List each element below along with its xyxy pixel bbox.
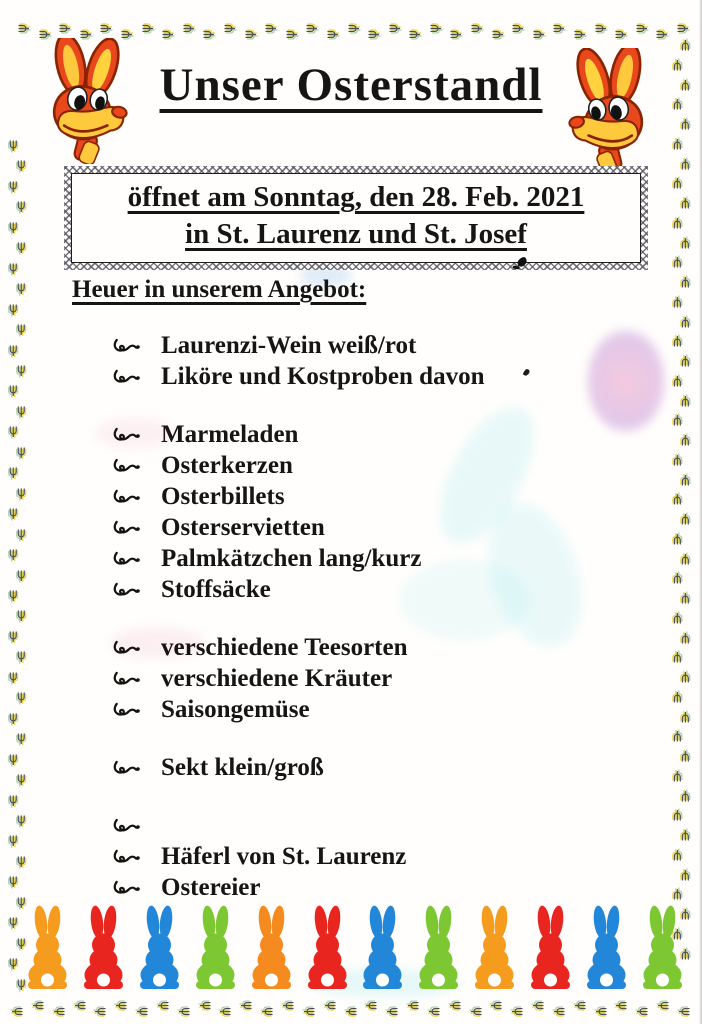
footprint-icon: ψ [673,572,682,588]
footprint-icon: ψ [591,24,607,33]
footprint-icon: ψ [17,198,26,214]
footprint-icon: ψ [552,1007,568,1016]
footprint-icon: ψ [9,259,18,275]
offer-item [112,752,485,783]
bunny-silhouette-icon [24,905,71,991]
footprint-icon: ψ [9,955,18,971]
footprint-icon: ψ [323,1001,339,1010]
footprint-icon: ψ [303,24,319,33]
curl-ornament-bullet-icon [112,849,140,864]
footprint-icon: ψ [240,1001,256,1010]
footprint-icon: ψ [220,24,236,33]
footprint-icon: ψ [385,24,401,33]
offer-item [112,419,485,450]
footprint-icon: ψ [138,24,154,33]
footprint-icon: ψ [653,30,669,39]
footprint-icon: ψ [488,30,504,39]
curl-ornament-bullet-icon [112,338,140,353]
bunny-silhouette-icon [639,905,686,991]
footprint-icon: ψ [385,1007,401,1016]
bunny-silhouette-icon [359,905,406,991]
footprint-border-bottom [10,1001,693,1018]
footprint-border-right [673,39,690,963]
footprint-icon: ψ [31,1001,47,1010]
footprint-icon: ψ [261,24,277,33]
footprint-icon: ψ [673,295,682,311]
curl-ornament-bullet-icon [112,551,140,566]
offer-item-label: Osterkerzen [161,451,293,479]
footprint-icon: ψ [681,394,690,410]
footprint-icon: ψ [673,98,682,114]
footprint-icon: ψ [673,651,682,667]
footprint-icon: ψ [323,30,339,39]
footprint-icon: ψ [673,216,682,232]
bunny-silhouette-icon [192,905,239,991]
curl-ornament-bullet-icon [112,458,140,473]
footprint-icon: ψ [529,30,545,39]
footprint-icon: ψ [17,402,26,418]
curl-ornament-bullet-icon [112,520,140,535]
footprint-icon: ψ [35,30,51,39]
bunny-silhouette-icon [415,905,462,991]
footprint-icon: ψ [97,24,113,33]
offer-item-label: Palmkätzchen lang/kurz [161,544,422,572]
footprint-icon: ψ [406,30,422,39]
offer-group [112,810,485,903]
offer-item [112,481,485,512]
footprint-icon: ψ [17,361,26,377]
footprint-icon: ψ [9,341,18,357]
ink-speck [523,368,531,377]
footprint-icon: ψ [9,709,18,725]
curl-ornament-bullet-icon [112,369,140,384]
footprint-icon: ψ [681,789,690,805]
offer-group [112,632,485,725]
offer-item-label: Häferl von St. Laurenz [161,842,407,870]
footprint-icon: ψ [17,525,26,541]
footprint-icon: ψ [673,532,682,548]
footprint-icon: ψ [9,546,18,562]
footprint-icon: ψ [117,30,133,39]
footprint-icon: ψ [673,848,682,864]
curl-ornament-bullet-icon [112,427,140,442]
footprint-icon: ψ [17,321,26,337]
offer-item-label: Ostereier [161,873,261,901]
footprint-icon: ψ [467,24,483,33]
footprint-icon: ψ [9,423,18,439]
offer-item-label: Laurenzi-Wein weiß/rot [161,331,417,359]
footprint-icon: ψ [681,236,690,252]
footprint-icon: ψ [241,30,257,39]
offer-item-label: verschiedene Kräuter [161,664,393,692]
offer-item-label: Liköre und Kostproben davon [161,362,485,390]
footprint-icon: ψ [681,513,690,528]
offer-item-label: Stoffsäcke [161,575,271,603]
offer-item [112,632,485,663]
footprint-icon: ψ [17,607,26,623]
curl-ornament-bullet-icon [112,489,140,504]
footprint-icon: ψ [302,1007,318,1016]
footprint-icon: ψ [17,157,26,173]
offer-item [112,872,485,903]
footprint-icon: ψ [673,453,682,469]
footprint-icon: ψ [673,769,682,785]
footprint-icon: ψ [17,771,26,787]
curl-ornament-bullet-icon [112,818,140,833]
footprint-icon: ψ [52,1007,68,1016]
footprint-icon: ψ [612,30,628,39]
banner-inner [71,173,641,263]
footprint-icon: ψ [681,908,690,923]
footprint-icon: ψ [9,873,18,889]
footprint-icon: ψ [594,1007,610,1016]
offer-group [112,419,485,605]
footprint-icon: ψ [673,690,682,706]
footprint-icon: ψ [673,730,682,746]
footprint-icon: ψ [9,914,18,930]
offer-item [112,330,485,361]
offer-item [112,810,485,841]
footprint-icon: ψ [17,893,26,909]
footprint-icon: ψ [17,811,26,827]
footprint-icon: ψ [448,1001,464,1010]
footprint-icon: ψ [17,934,26,950]
footprint-icon: ψ [94,1007,110,1016]
offer-item [112,512,485,543]
footprint-icon: ψ [344,24,360,33]
footprint-icon: ψ [200,30,216,39]
footprint-icon: ψ [681,197,690,212]
footprint-icon: ψ [673,927,682,943]
footprint-icon: ψ [76,30,92,39]
curl-ornament-bullet-icon [112,702,140,717]
footprint-icon: ψ [17,239,26,255]
footprint-icon: ψ [681,671,690,686]
footprint-icon: ψ [447,30,463,39]
footprint-icon: ψ [681,78,690,94]
footprint-icon: ψ [681,631,690,647]
footprint-icon: ψ [9,218,18,234]
footprint-icon: ψ [677,1007,693,1016]
footprint-icon: ψ [681,750,690,765]
banner-box [64,166,648,270]
footprint-icon: ψ [156,1001,172,1010]
footprint-icon: ψ [17,689,26,705]
footprint-icon: ψ [681,39,690,54]
footprint-icon: ψ [681,552,690,568]
bunny-silhouette-icon [583,905,630,991]
bleed-through-pink-blob [588,330,664,432]
footprint-icon: ψ [10,1007,26,1016]
offer-item [112,543,485,574]
curl-ornament-bullet-icon [112,760,140,775]
footprint-icon: ψ [673,137,682,153]
footprint-icon: ψ [364,30,380,39]
footprint-icon: ψ [9,177,18,193]
footprint-icon: ψ [198,1001,214,1010]
footprint-icon: ψ [681,355,690,370]
footprint-icon: ψ [490,1001,506,1010]
footprint-icon: ψ [9,137,18,152]
footprint-icon: ψ [344,1007,360,1016]
footprint-icon: ψ [9,586,18,602]
footprint-icon: ψ [115,1001,131,1010]
offer-group [112,752,485,783]
footprint-icon: ψ [681,157,690,173]
footprint-icon: ψ [9,382,18,398]
footprint-icon: ψ [17,648,26,664]
offer-item [112,450,485,481]
bunny-silhouette-icon [136,905,183,991]
footprint-icon: ψ [673,58,682,74]
curl-ornament-bullet-icon [112,640,140,655]
footprint-icon: ψ [9,791,18,807]
bunny-silhouette-icon [527,905,574,991]
footprint-icon: ψ [9,627,18,643]
offer-item-label: Osterservietten [161,513,325,541]
section-heading: Heuer in unserem Angebot: [72,276,367,303]
footprint-icon: ψ [73,1001,89,1010]
footprint-icon: ψ [673,414,682,430]
footprint-icon: ψ [681,315,690,331]
bunny-silhouette-icon [471,905,518,991]
footprint-icon: ψ [9,505,18,521]
bunny-silhouette-icon [248,905,295,991]
footprint-icon: ψ [17,566,26,582]
footprint-icon: ψ [681,276,690,291]
footprint-icon: ψ [9,300,18,316]
footprint-icon: ψ [281,1001,297,1010]
curl-ornament-bullet-icon [112,880,140,895]
footprint-icon: ψ [135,1007,151,1016]
footprint-icon: ψ [673,256,682,272]
footprint-icon: ψ [615,1001,631,1010]
footprint-icon: ψ [550,24,566,33]
footprint-icon: ψ [55,24,71,33]
footprint-icon: ψ [427,1007,443,1016]
offer-item [112,361,485,392]
footprint-icon: ψ [14,24,30,33]
footprint-icon: ψ [219,1007,235,1016]
footprint-icon: ψ [17,443,26,459]
offer-item-label: verschiedene Teesorten [161,633,408,661]
footprint-icon: ψ [406,1001,422,1010]
footprint-icon: ψ [681,434,690,449]
footprint-icon: ψ [673,374,682,390]
footprint-icon: ψ [177,1007,193,1016]
footprint-icon: ψ [9,464,18,480]
footprint-icon: ψ [681,118,690,133]
footprint-icon: ψ [17,852,26,868]
offer-item-label: Marmeladen [161,420,299,448]
curl-ornament-bullet-icon [112,671,140,686]
footprint-icon: ψ [469,1007,485,1016]
footprint-icon: ψ [632,24,648,33]
footprint-icon: ψ [673,177,682,193]
footprint-icon: ψ [673,809,682,825]
curl-ornament-bullet-icon [112,582,140,597]
bleed-through-cyan-blob [471,490,599,659]
footprint-icon: ψ [681,947,690,963]
footprint-icon: ψ [17,280,26,296]
bunny-silhouette-icon [304,905,351,991]
footprint-icon: ψ [681,829,690,844]
footprint-icon: ψ [673,611,682,627]
footprint-icon: ψ [681,868,690,884]
footprint-icon: ψ [570,30,586,39]
footprint-icon: ψ [673,24,689,33]
footprint-icon: ψ [9,832,18,848]
footprint-icon: ψ [426,24,442,33]
page-title: Unser Osterstandl [159,59,543,111]
footprint-border-left [9,137,26,991]
offer-item [112,663,485,694]
footprint-icon: ψ [656,1001,672,1010]
offer-item [112,694,485,725]
footprint-icon: ψ [636,1007,652,1016]
banner-line-2: in St. Laurenz und St. Josef [185,218,527,250]
footprint-icon: ψ [365,1001,381,1010]
footprint-icon: ψ [17,975,26,991]
footprint-icon: ψ [681,710,690,726]
bunny-silhouette-icon [80,905,127,991]
footprint-icon: ψ [681,592,690,607]
footprint-icon: ψ [681,473,690,489]
footprint-icon: ψ [179,24,195,33]
offer-list [112,330,485,903]
offer-item [112,841,485,872]
footprint-icon: ψ [158,30,174,39]
footprint-icon: ψ [17,484,26,500]
footprint-icon: ψ [17,730,26,746]
footprint-icon: ψ [9,750,18,766]
footprint-icon: ψ [573,1001,589,1010]
footprint-border-top [14,22,689,39]
footprint-icon: ψ [673,493,682,509]
offer-item [112,574,485,605]
offer-item-label: Saisongemüse [161,695,310,723]
offer-group [112,330,485,392]
footprint-icon: ψ [531,1001,547,1010]
offer-item-label: Osterbillets [161,482,285,510]
footprint-icon: ψ [282,30,298,39]
footprint-icon: ψ [260,1007,276,1016]
footprint-icon: ψ [673,888,682,904]
bunny-row [24,903,686,991]
offer-item-label: Sekt klein/groß [161,753,324,781]
footprint-icon: ψ [509,24,525,33]
footprint-icon: ψ [511,1007,527,1016]
banner-line-1: öffnet am Sonntag, den 28. Feb. 2021 [127,181,585,213]
footprint-icon: ψ [9,668,18,684]
footprint-icon: ψ [673,335,682,351]
